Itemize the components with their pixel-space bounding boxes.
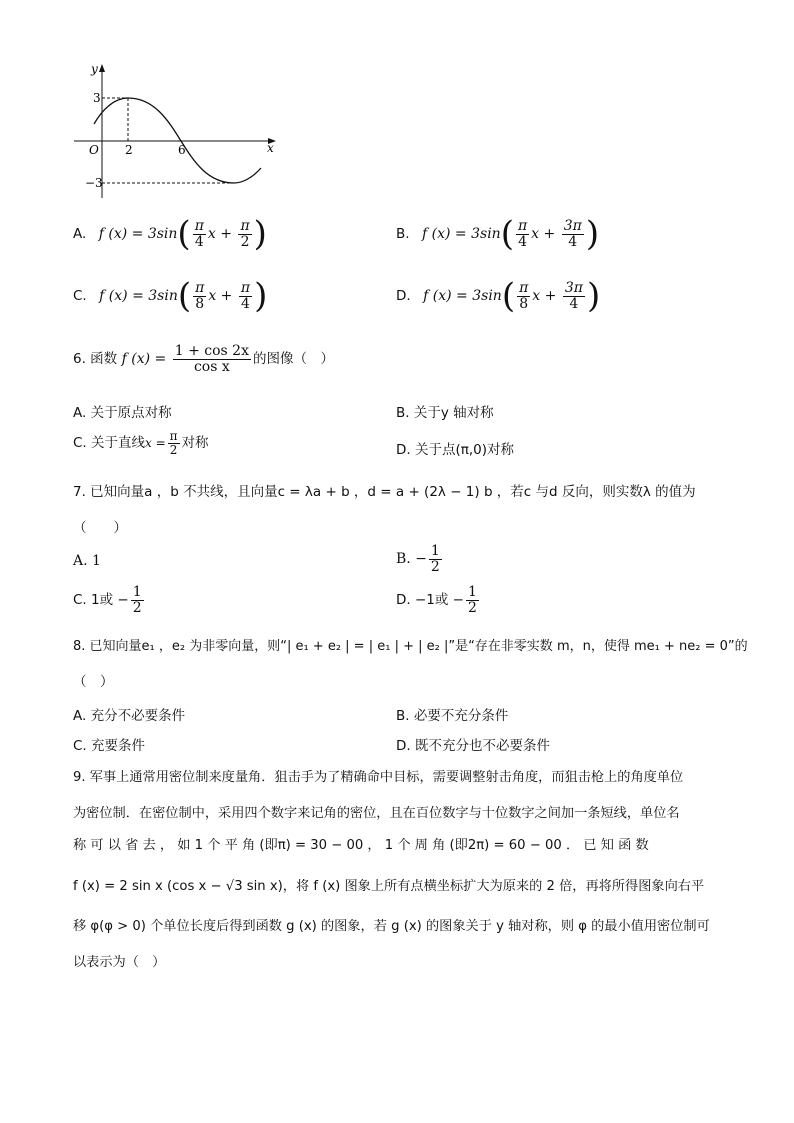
q5-a-num2: π <box>240 217 250 234</box>
q5-a-den1: 4 <box>194 233 204 250</box>
q5-option-b[interactable]: B. f (x) = 3sin( $\frac{\pi}{4}$ x + $\frac{3\pi}{4}$ ) <box>396 214 600 254</box>
sine-graph <box>68 58 282 202</box>
q5-option-a-fx: f (x) = 3sin <box>98 226 178 242</box>
q7-option-b-den: 2 <box>430 558 440 575</box>
q7-option-d-label: D. −1或 − <box>396 592 464 609</box>
q6-denominator: cos x <box>193 358 230 375</box>
q5-a-num1: π <box>194 217 204 234</box>
q5-b-num2: 3π <box>563 217 582 234</box>
q5-option-a[interactable]: A. f (x) = 3sin( $\frac{\pi}{4}$ x + $\frac{\pi}{2}$ ) <box>73 214 267 254</box>
q6-stem <box>73 344 334 374</box>
q6-numerator: 1 + cos 2x <box>174 343 249 359</box>
q5-option-b-fx: f (x) = 3sin <box>422 226 501 242</box>
q5-c-num1: π <box>195 279 205 296</box>
q8-option-b[interactable]: B. 必要不充分条件 <box>396 708 509 724</box>
q7-option-c[interactable] <box>73 585 146 615</box>
q5-option-d[interactable]: D. f (x) = 3sin( $\frac{\pi}{8}$ x + $\frac{3\pi}{4}$ ) <box>396 276 601 316</box>
q5-option-c-fx: f (x) = 3sin <box>99 288 178 304</box>
q7-option-a[interactable]: A. 1 <box>73 553 101 569</box>
q7-option-b-num: 1 <box>430 543 440 559</box>
q5-c-num2: π <box>240 279 251 296</box>
y-axis-arrow <box>99 64 105 72</box>
q5-d-den1: 8 <box>519 295 529 312</box>
q5-c-den2: 4 <box>241 295 250 312</box>
q8-stem: 8. 已知向量e₁ ，e₂ 为非零向量，则“| e₁ + e₂ | = | e₁ | + | e₂ |”是“存在非零实数 m，n，使得 me₁ + ne₂ = 0”的 <box>73 639 748 654</box>
q7-option-c-den: 2 <box>132 599 142 616</box>
q5-option-c[interactable]: C. f (x) = 3sin( $\frac{\pi}{8}$ x + $\frac{\pi}{4}$ ) <box>73 276 268 316</box>
q6-option-c-num: π <box>169 429 178 443</box>
tick-label-neg3: −3 <box>85 176 103 190</box>
tick-label-3: 3 <box>93 91 101 105</box>
axis-y-label: y <box>91 62 98 76</box>
q8-option-c[interactable]: C. 充要条件 <box>73 738 146 754</box>
tick-label-2: 2 <box>125 143 133 157</box>
q6-option-c-x: x = <box>145 436 166 451</box>
q5-option-d-fx: f (x) = 3sin <box>423 288 502 304</box>
q6-stem-prefix: 6. 函数 <box>73 351 118 368</box>
q7-paren: （ ） <box>73 520 127 536</box>
q7-option-c-label: C. 1或 − <box>73 592 129 609</box>
q5-option-a-label: A. <box>73 226 87 242</box>
q5-option-b-label: B. <box>396 226 410 242</box>
q5-d-den2: 4 <box>569 295 579 312</box>
q8-option-a[interactable]: A. 充分不必要条件 <box>73 708 186 724</box>
q6-option-c[interactable] <box>73 430 209 456</box>
q7-option-c-num: 1 <box>132 584 142 600</box>
q5-b-den1: 4 <box>518 233 528 250</box>
q9-line-1: 9. 军事上通常用密位制来度量角．狙击手为了精确命中目标，需要调整射击角度，而狙击枪上的角度单位 <box>73 770 684 785</box>
q5-c-den1: 8 <box>195 295 205 312</box>
q7-option-b[interactable] <box>396 544 444 574</box>
q9-line-3: 称 可 以 省 去 ， 如 1 个 平 角 (即π) = 30 − 00 ， 1 个 周 角 (即2π) = 60 − 00 ． 已 知 函 数 <box>73 838 649 853</box>
q5-b-num1: π <box>517 217 528 234</box>
q6-option-d[interactable]: D. 关于点(π,0)对称 <box>396 442 515 458</box>
q9-line-5: 移 φ(φ > 0) 个单位长度后得到函数 g (x) 的图象，若 g (x) 的图象关于 y 轴对称，则 φ 的最小值用密位制可 <box>73 919 710 934</box>
tick-label-6: 6 <box>178 143 186 157</box>
q6-option-c-den: 2 <box>169 442 178 457</box>
q6-option-b[interactable]: B. 关于y 轴对称 <box>396 405 494 421</box>
q5-option-d-label: D. <box>396 288 411 304</box>
q9-line-2: 为密位制．在密位制中，采用四个数字来记角的密位，且在百位数字与十位数字之间加一条短线，单位名 <box>73 806 680 821</box>
q5-d-num1: π <box>519 279 529 296</box>
q9-line-4: f (x) = 2 sin x (cos x − √3 sin x)，将 f (x) 图象上所有点横坐标扩大为原来的 2 倍，再将所得图象向右平 <box>73 879 705 894</box>
q9-line-6: 以表示为（ ） <box>73 955 166 970</box>
axis-x-label: x <box>267 141 274 155</box>
q6-option-c-suffix: 对称 <box>181 435 209 452</box>
q5-b-den2: 4 <box>568 233 578 250</box>
q5-a-den2: 2 <box>240 233 250 250</box>
q7-option-d-num: 1 <box>467 584 477 600</box>
q7-option-d[interactable] <box>396 585 481 615</box>
q8-paren: （ ） <box>73 674 114 690</box>
q5-option-c-label: C. <box>73 288 87 304</box>
q7-stem: 7. 已知向量a ，b 不共线，且向量c = λa + b ，d = a + (2λ − 1) b ，若c 与d 反向，则实数λ 的值为 <box>73 484 696 500</box>
q7-option-d-den: 2 <box>467 599 477 616</box>
q6-option-c-prefix: C. 关于直线 <box>73 435 146 452</box>
q5-d-num2: 3π <box>564 279 583 296</box>
q6-option-a[interactable]: A. 关于原点对称 <box>73 405 172 421</box>
q7-option-b-label: B. − <box>396 551 427 568</box>
q6-fx: f (x) = <box>121 351 167 368</box>
origin-label: O <box>89 143 99 157</box>
q8-option-d[interactable]: D. 既不充分也不必要条件 <box>396 738 550 754</box>
q6-stem-suffix: 的图像（ ） <box>252 351 334 368</box>
